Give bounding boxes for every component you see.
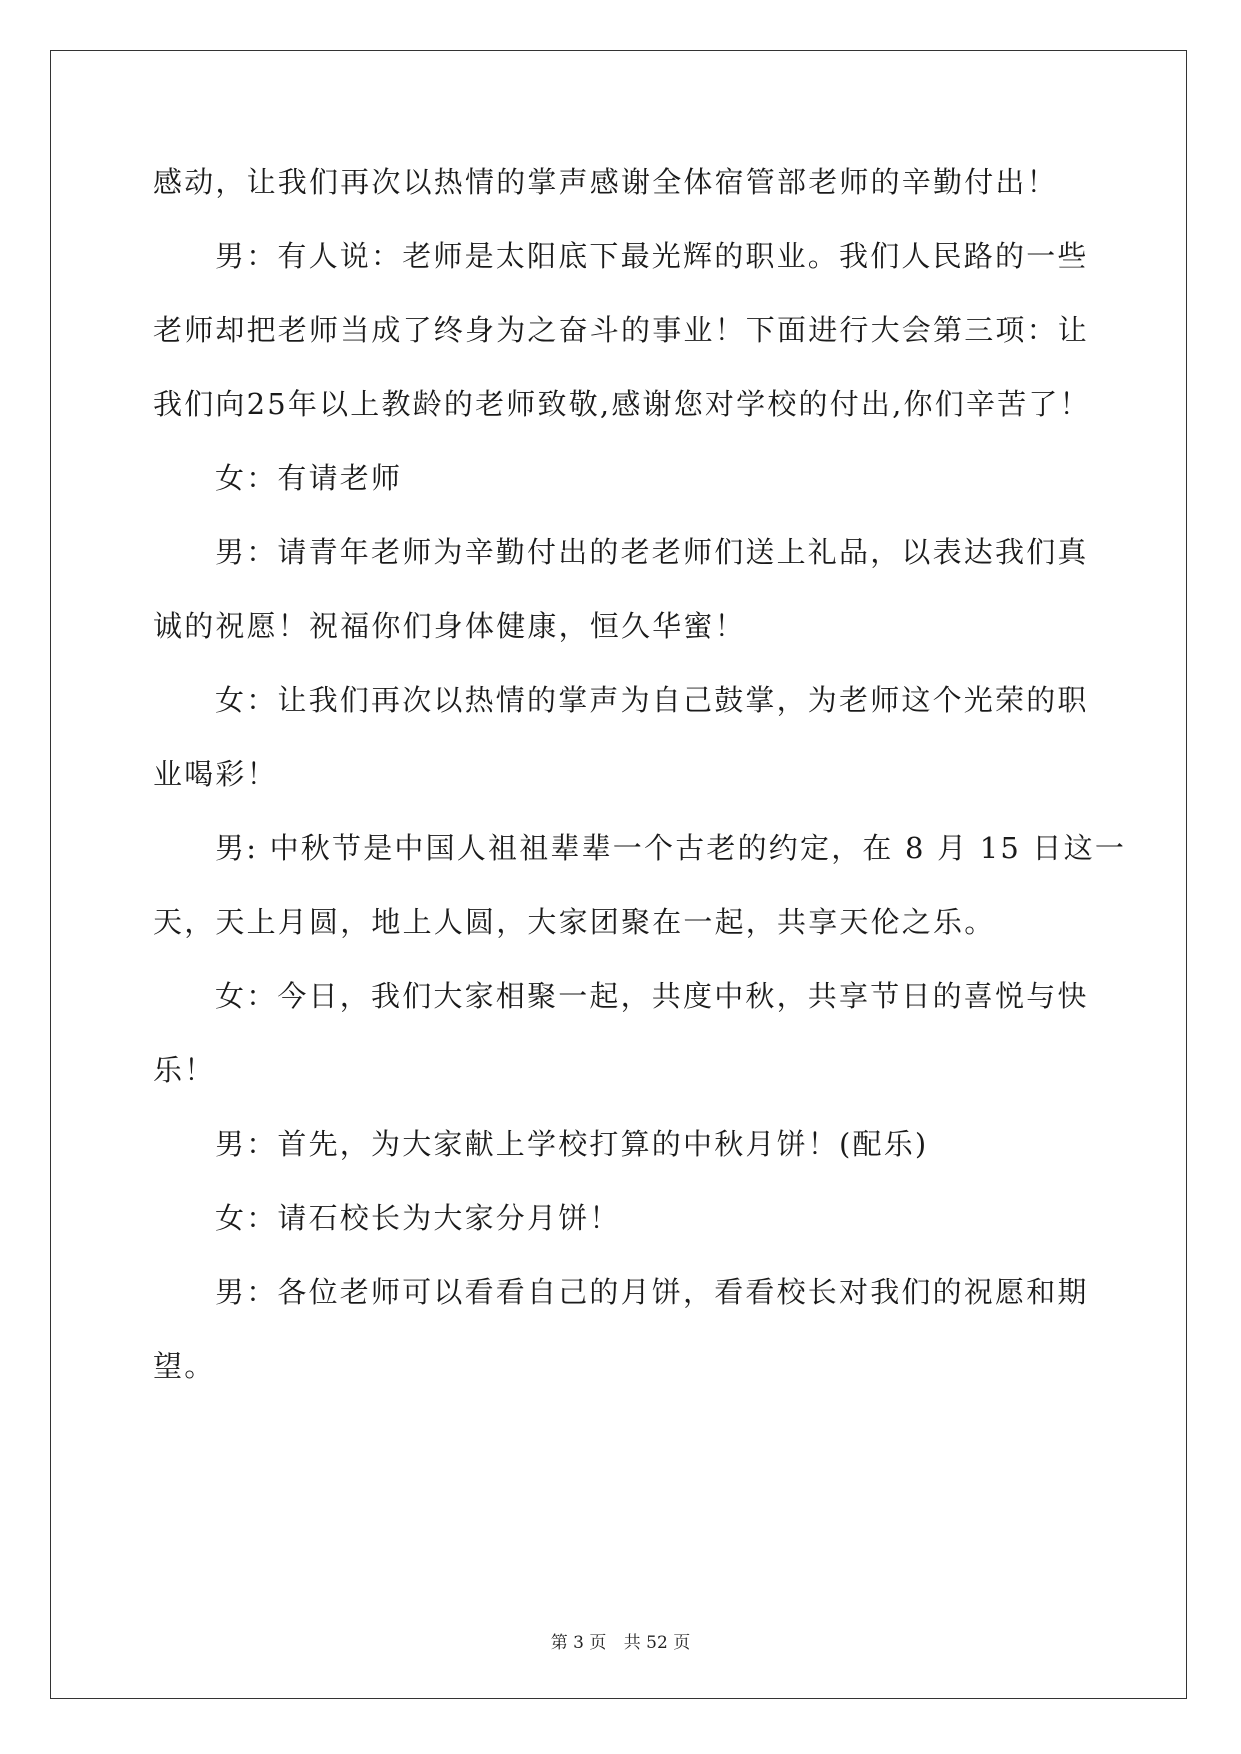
text-line: 男：有人说：老师是太阳底下最光辉的职业。我们人民路的一些: [215, 239, 1089, 273]
text-line: 男: 中秋节是中国人祖祖辈辈一个古老的约定，在 8 月 15 日这一: [215, 831, 1127, 865]
text-line: 望。: [153, 1349, 216, 1383]
text-line: 女：有请老师: [215, 461, 403, 495]
text-line: 天，天上月圆，地上人圆，大家团聚在一起，共享天伦之乐。: [153, 905, 996, 939]
text-line: 诚的祝愿！祝福你们身体健康，恒久华蜜！: [153, 609, 746, 643]
text-line: 感动，让我们再次以热情的掌声感谢全体宿管部老师的辛勤付出！: [153, 165, 1058, 199]
text-line: 男：各位老师可以看看自己的月饼，看看校长对我们的祝愿和期: [215, 1275, 1089, 1309]
page-number: 第 3 页: [550, 1633, 607, 1653]
text-line: 老师却把老师当成了终身为之奋斗的事业！下面进行大会第三项：让: [153, 313, 1090, 347]
text-line: 我们向25年以上教龄的老师致敬,感谢您对学校的付出,你们辛苦了！: [153, 387, 1091, 421]
text-line: 女：让我们再次以热情的掌声为自己鼓掌，为老师这个光荣的职: [215, 683, 1089, 717]
text-line: 男：请青年老师为辛勤付出的老老师们送上礼品，以表达我们真: [215, 535, 1089, 569]
text-line: 业喝彩！: [153, 757, 278, 791]
page-frame: [50, 50, 1187, 1699]
page-total: 共 52 页: [623, 1633, 691, 1653]
text-line: 男：首先，为大家献上学校打算的中秋月饼！(配乐): [215, 1127, 929, 1161]
text-line: 女：今日，我们大家相聚一起，共度中秋，共享节日的喜悦与快: [215, 979, 1089, 1013]
text-line: 乐！: [153, 1053, 216, 1087]
page-footer: [0, 1628, 1241, 1653]
text-line: 女：请石校长为大家分月饼！: [215, 1201, 621, 1235]
